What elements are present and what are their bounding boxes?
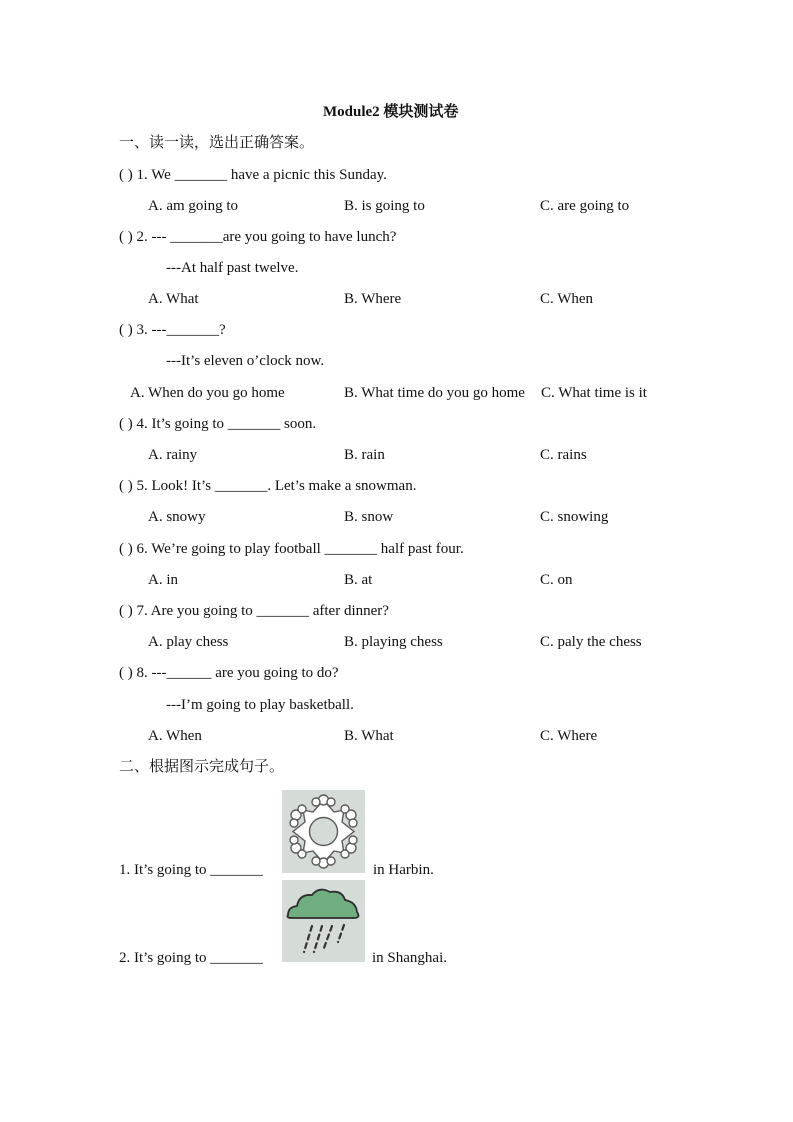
rain-cloud-picture (282, 880, 365, 962)
question-6-option-a: A. in (148, 572, 178, 588)
question-7-option-b: B. playing chess (344, 634, 443, 650)
question-5-stem: ( ) 5. Look! It’s _______. Let’s make a snowman. (119, 478, 417, 494)
question-3-reply: ---It’s eleven o’clock now. (166, 353, 325, 369)
question-8-option-a: A. When (148, 728, 202, 744)
question-5-option-c: C. snowing (540, 509, 609, 525)
question-1-option-b: B. is going to (344, 198, 425, 214)
section2-heading: 二、根据图示完成句子。 (119, 759, 285, 775)
picture-sentence-1-after: in Harbin. (373, 862, 434, 878)
question-4-option-c: C. rains (540, 447, 587, 463)
question-6-stem: ( ) 6. We’re going to play football _______ half past four. (119, 541, 464, 557)
snowflake-icon (282, 790, 365, 873)
question-6-option-c: C. on (540, 572, 573, 588)
rain-cloud-icon (282, 880, 365, 962)
question-3-stem: ( ) 3. ---_______? (119, 322, 226, 338)
question-2-option-a: A. What (148, 291, 199, 307)
question-4-stem: ( ) 4. It’s going to _______ soon. (119, 416, 317, 432)
question-8-option-c: C. Where (540, 728, 598, 744)
question-8-stem: ( ) 8. ---______ are you going to do? (119, 665, 339, 681)
question-2-reply: ---At half past twelve. (166, 260, 299, 276)
question-4-option-a: A. rainy (148, 447, 198, 463)
question-1-option-c: C. are going to (540, 198, 630, 214)
section1-heading: 一、读一读，选出正确答案。 (119, 135, 315, 151)
page-title: Module2 模块测试卷 (323, 104, 459, 120)
question-2-option-b: B. Where (344, 291, 402, 307)
question-8-reply: ---I’m going to play basketball. (166, 697, 354, 713)
question-3-option-c: C. What time is it (541, 385, 647, 401)
question-5-option-a: A. snowy (148, 509, 206, 525)
question-2-option-c: C. When (540, 291, 594, 307)
snowflake-picture (282, 790, 365, 873)
question-7-stem: ( ) 7. Are you going to _______ after dinner? (119, 603, 389, 619)
question-1-option-a: A. am going to (148, 198, 238, 214)
question-3-option-a: A. When do you go home (130, 385, 285, 401)
picture-sentence-1-before: 1. It’s going to _______ (119, 862, 263, 878)
question-7-option-c: C. paly the chess (540, 634, 642, 650)
question-2-stem: ( ) 2. --- _______are you going to have lunch? (119, 229, 397, 245)
question-7-option-a: A. play chess (148, 634, 229, 650)
picture-sentence-2-before: 2. It’s going to _______ (119, 950, 263, 966)
question-1-stem: ( ) 1. We _______ have a picnic this Sunday. (119, 167, 387, 183)
question-6-option-b: B. at (344, 572, 373, 588)
question-3-option-b: B. What time do you go home (344, 385, 525, 401)
question-5-option-b: B. snow (344, 509, 394, 525)
question-8-option-b: B. What (344, 728, 394, 744)
question-4-option-b: B. rain (344, 447, 385, 463)
picture-sentence-2-after: in Shanghai. (372, 950, 447, 966)
